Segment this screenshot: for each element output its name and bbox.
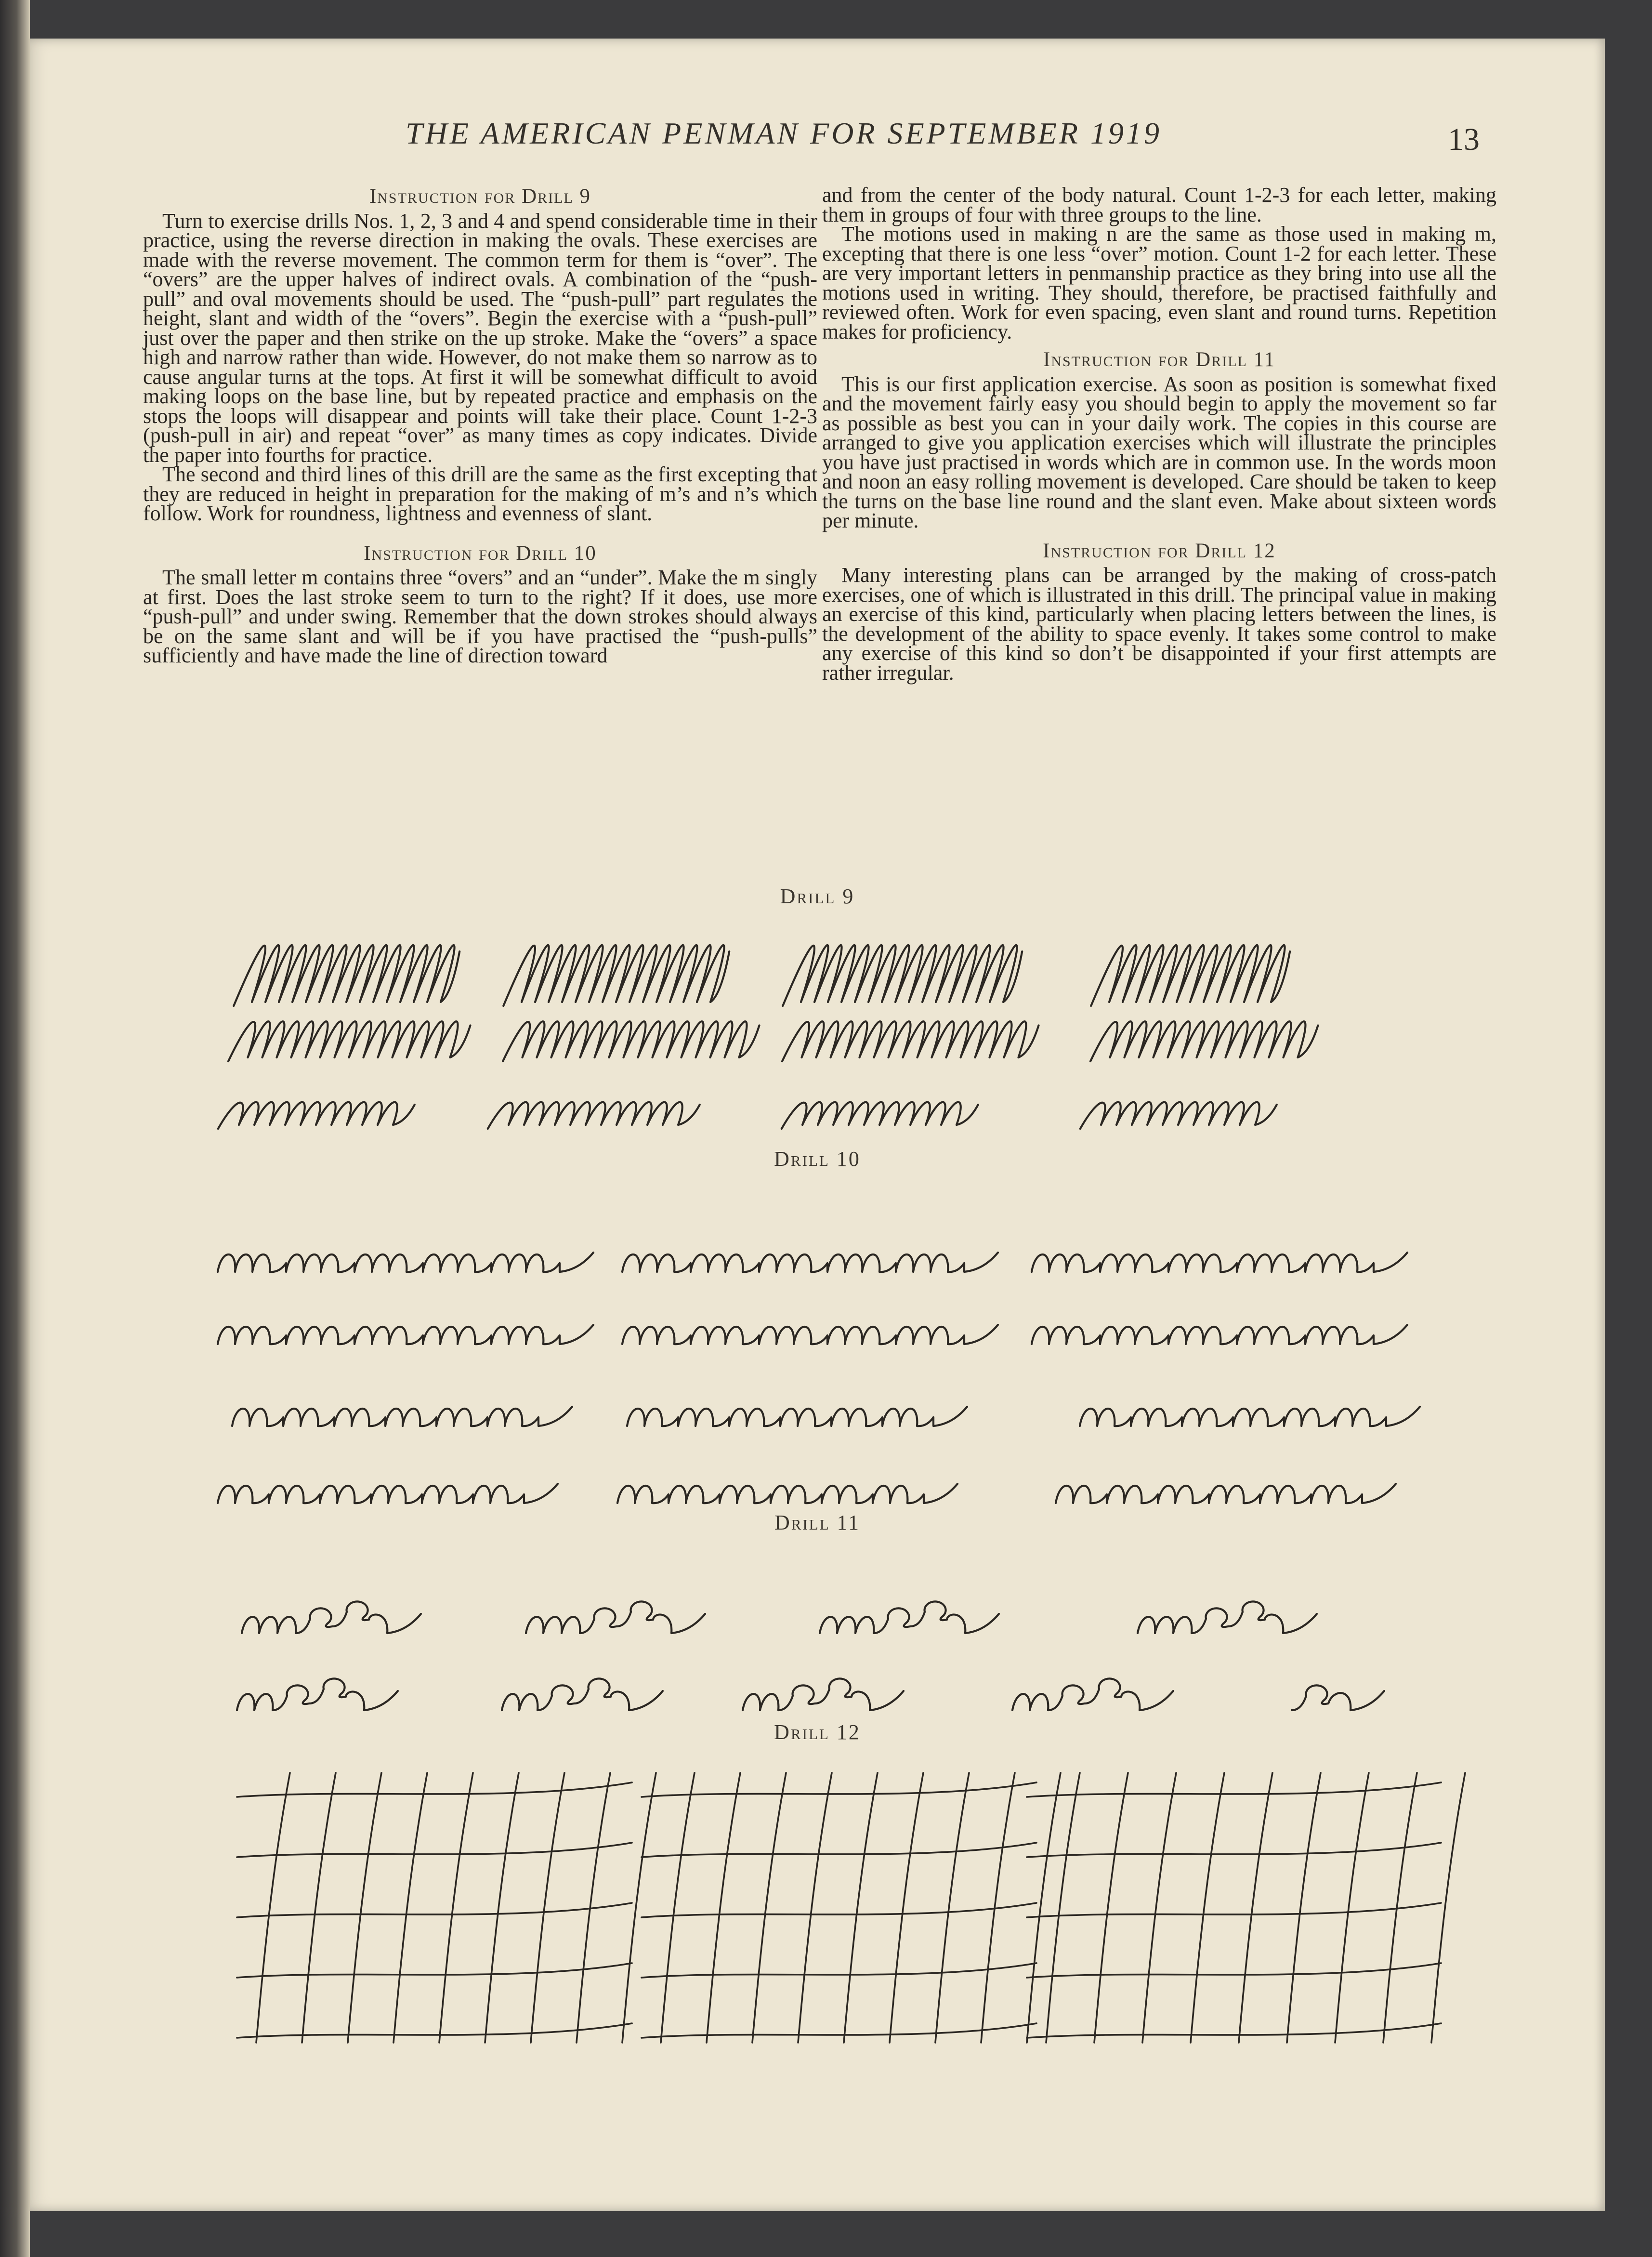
drill12-block1-column4 xyxy=(393,1773,427,2043)
drill-illustrations xyxy=(30,39,1605,2211)
drill12-block1-row1 xyxy=(237,1782,632,1797)
drill12-block1-column5 xyxy=(439,1773,473,2043)
drill11-word-row2-item1 xyxy=(237,1678,398,1710)
drill12-block3-row3 xyxy=(1027,1903,1441,1917)
drill9-row1-group3 xyxy=(783,945,1022,1006)
drill12-block2-column5 xyxy=(844,1773,878,2043)
drill12-block1-column7 xyxy=(531,1773,564,2043)
drill10-row2-group1 xyxy=(218,1325,593,1344)
drill12-paragraph-1: Many interesting plans can be arranged by the making of cross-patch exercises, one of which is illustrated in this drill. The principal value in making an exercise of this kind, particularly when placing letters between the lines, is the development of the ability to space evenly. It takes some control to make any exercise of this kind so don’t be disappointed if your first attempts are rather irregular. xyxy=(822,563,1496,685)
drill10-row1-group1 xyxy=(218,1253,593,1272)
drill12-block1-row2 xyxy=(237,1843,632,1857)
drill10-paragraph-2: The motions used in making n are the same as those used in making m, excepting that there is one less “over” motion. Count 1-2 for each letter. These are very important letters in penmanship practice as they bring into use all the motions used in writing. They should, therefore, be practised faithfully and reviewed often. Work for even spacing, even slant and round turns. Repetition makes for proficiency. xyxy=(822,222,1496,343)
drill12-block2-column3 xyxy=(752,1773,786,2043)
drill12-block3-column1 xyxy=(1046,1773,1080,2043)
drill12-block3-column4 xyxy=(1191,1773,1224,2043)
drill9-row2-group4 xyxy=(1090,1021,1318,1061)
drill12-block1-row3 xyxy=(237,1903,632,1917)
drill11-word-row2-item3 xyxy=(743,1678,904,1710)
drill11-moon-noon-words xyxy=(237,1601,1384,1710)
drill9-row3-group4 xyxy=(1080,1102,1277,1129)
drill10-row4-group3 xyxy=(1056,1484,1396,1503)
drill12-block1-column2 xyxy=(302,1773,336,2043)
drill9-row1-group1 xyxy=(234,945,459,1006)
drill11-word-row2-item4 xyxy=(1012,1678,1173,1710)
drill12-block2-row3 xyxy=(642,1903,1036,1917)
drill11-instruction-heading: Instruction for Drill 11 xyxy=(1043,348,1276,371)
drill9-row2-group1 xyxy=(228,1021,471,1061)
drill12-block1-column9 xyxy=(622,1773,656,2043)
drill9-row2-group3 xyxy=(782,1021,1039,1061)
drill12-block2-column4 xyxy=(798,1773,832,2043)
drill10-instruction-heading: Instruction for Drill 10 xyxy=(364,541,597,565)
drill9-instruction-heading: Instruction for Drill 9 xyxy=(369,185,591,208)
drill11-word-row2-item5 xyxy=(1292,1685,1384,1710)
drill9-label: Drill 9 xyxy=(780,884,855,908)
drill9-row3-group2 xyxy=(488,1102,700,1129)
drill12-block3-column5 xyxy=(1239,1773,1272,2043)
drill12-block2-row5 xyxy=(642,2023,1036,2038)
drill12-block2-row1 xyxy=(642,1782,1036,1797)
drill12-block1-column6 xyxy=(485,1773,519,2043)
drill12-block3-row1 xyxy=(1027,1782,1441,1797)
drill12-block3-row4 xyxy=(1027,1963,1441,1978)
drill12-block1-row5 xyxy=(237,2023,632,2038)
drill10-label: Drill 10 xyxy=(774,1147,861,1171)
drill12-instruction-heading: Instruction for Drill 12 xyxy=(1043,539,1276,562)
drill9-row1-group4 xyxy=(1091,945,1290,1006)
drill11-word-row1-item1 xyxy=(242,1601,421,1633)
drill12-block3-column2 xyxy=(1094,1773,1128,2043)
magazine-page xyxy=(30,39,1605,2211)
page-number: 13 xyxy=(1448,122,1480,157)
drill12-block2-column9 xyxy=(1027,1773,1061,2043)
drill12-block3-column9 xyxy=(1431,1773,1465,2043)
drill12-block2-row2 xyxy=(642,1843,1036,1857)
drill9-oval-exercises xyxy=(218,945,1318,1129)
drill12-block3-row5 xyxy=(1027,2023,1441,2038)
drill9-row3-group1 xyxy=(218,1102,415,1129)
drill9-paragraph-2: The second and third lines of this drill are the same as the first excepting that they are reduced in height in preparation for the making of m’s and n’s which follow. Work for roundness, lightness and evenness of slant. xyxy=(143,462,817,525)
drill10-row3-group3 xyxy=(1080,1407,1420,1426)
drill10-row1-group3 xyxy=(1032,1253,1407,1272)
drill9-row2-group2 xyxy=(503,1021,760,1061)
drill12-label: Drill 12 xyxy=(774,1720,861,1744)
drill10-row3-group2 xyxy=(627,1407,967,1426)
drill12-block1-row4 xyxy=(237,1963,632,1978)
drill9-row1-group2 xyxy=(503,945,729,1006)
drill12-cross-patch-exercise xyxy=(237,1773,1465,2043)
drill12-block2-column7 xyxy=(935,1773,969,2043)
drill10-row2-group2 xyxy=(622,1325,998,1344)
drill10-paragraph-1: The small letter m contains three “overs” and an “under”. Make the m singly at first. Does the last stroke seem to turn to the right? If it does, use more “push-pull” and under swing. Remember that the down strokes should always be on the same slant and will be if you have practised the “push-pulls” sufficiently and have made the line of direction toward xyxy=(143,566,817,667)
drill12-block3-column7 xyxy=(1335,1773,1369,2043)
drill10-m-n-exercises xyxy=(218,1253,1420,1503)
drill12-block2-column1 xyxy=(661,1773,695,2043)
drill10-row3-group1 xyxy=(232,1407,572,1426)
drill11-word-row2-item2 xyxy=(502,1678,663,1710)
book-spine-edge xyxy=(0,0,30,2257)
drill11-word-row1-item2 xyxy=(526,1601,705,1633)
running-head: THE AMERICAN PENMAN FOR SEPTEMBER 1919 xyxy=(406,116,1162,150)
drill9-row3-group3 xyxy=(782,1102,978,1129)
drill12-block2-row4 xyxy=(642,1963,1036,1978)
drill12-block1-column1 xyxy=(256,1773,290,2043)
drill10-row4-group1 xyxy=(218,1484,558,1503)
drill11-label: Drill 11 xyxy=(774,1511,860,1534)
drill11-paragraph-1: This is our first application exercise. As soon as position is somewhat fixed and the movement fairly easy you should begin to apply the movement so far as possible as best you can in your daily work. The copies in this course are arranged to give you application exercises which will illustrate the principles you have just practised in words which are in common use. In the words moon and noon an easy rolling movement is developed. Care should be taken to keep the turns on the base line round and the slant even. Make about sixteen words per minute. xyxy=(822,372,1496,532)
drill12-block3-column3 xyxy=(1142,1773,1176,2043)
drill10-paragraph-continued: and from the center of the body natural. Count 1-2-3 for each letter, making them in groups of four with three groups to the line. xyxy=(822,183,1496,226)
drill10-row1-group2 xyxy=(622,1253,998,1272)
drill10-row2-group3 xyxy=(1032,1325,1407,1344)
drill11-word-row1-item3 xyxy=(820,1601,999,1633)
drill12-block2-column6 xyxy=(890,1773,923,2043)
drill12-block3-row2 xyxy=(1027,1843,1441,1857)
drill12-block1-column3 xyxy=(348,1773,381,2043)
drill9-paragraph-1: Turn to exercise drills Nos. 1, 2, 3 and 4 and spend considerable time in their practice, using the reverse direction in making the ovals. These exercises are made with the reverse movement. The common term for them is “over”. The “overs” are the upper halves of indirect ovals. A combination of the “push-pull” and oval movements should be used. The “push-pull” part regulates the height, slant and width of the “overs”. Begin the exercise with a “push-pull” just over the paper and then strike on the up stroke. Make the “overs” a space high and narrow rather than wide. However, do not make them so narrow as to cause angular turns at the tops. At first it will be somewhat difficult to avoid making loops on the base line, but by repeated practice and emphasis on the stops the loops will disappear and points will take their place. Count 1-2-3 (push-pull in air) and repeat “over” as many times as copy indicates. Divide the paper into fourths for practice. xyxy=(143,209,817,467)
drill11-word-row1-item4 xyxy=(1138,1601,1317,1633)
drill10-row4-group2 xyxy=(617,1484,957,1503)
drill12-block3-column6 xyxy=(1287,1773,1321,2043)
drill12-block2-column2 xyxy=(707,1773,740,2043)
